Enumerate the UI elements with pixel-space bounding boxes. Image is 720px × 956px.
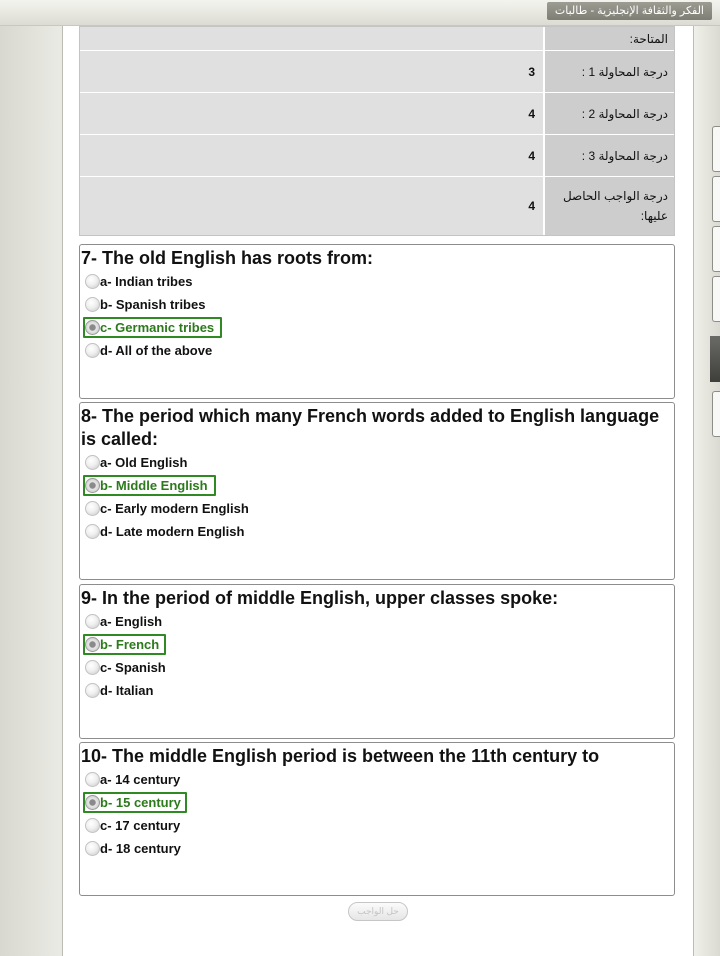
answer-option-correct[interactable]: b- Middle English xyxy=(80,474,674,497)
summary-label: درجة المحاولة 2 : xyxy=(545,93,674,134)
radio-button[interactable] xyxy=(85,660,100,675)
right-rail xyxy=(694,26,720,956)
answer-option[interactable]: d- 18 century xyxy=(80,837,674,860)
question-card xyxy=(79,584,675,739)
final-score: 4 xyxy=(528,199,535,213)
summary-label: درجة المحاولة 3 : xyxy=(545,135,674,176)
answer-option[interactable]: a- Old English xyxy=(80,451,674,474)
radio-button[interactable] xyxy=(85,772,100,787)
radio-button[interactable] xyxy=(85,501,100,516)
answer-option[interactable]: c- 17 century xyxy=(80,814,674,837)
question-text: 7- The old English has roots from: xyxy=(81,248,374,268)
radio-button[interactable] xyxy=(85,524,100,539)
side-tab[interactable] xyxy=(712,176,720,222)
answer-option[interactable]: b- Spanish tribes xyxy=(80,293,674,316)
answer-option[interactable]: d- Late modern English xyxy=(80,520,674,543)
answer-option[interactable]: a- Indian tribes xyxy=(80,270,674,293)
radio-button-selected[interactable] xyxy=(85,795,100,810)
side-tab[interactable] xyxy=(712,226,720,272)
question-text: 9- In the period of middle English, upper classes spoke: xyxy=(81,588,559,608)
radio-button[interactable] xyxy=(85,614,100,629)
radio-button-selected[interactable] xyxy=(85,637,100,652)
answer-option-correct[interactable]: c- Germanic tribes xyxy=(80,316,674,339)
radio-button[interactable] xyxy=(85,818,100,833)
radio-button[interactable] xyxy=(85,455,100,470)
side-tab[interactable] xyxy=(712,126,720,172)
radio-button-selected[interactable] xyxy=(85,320,100,335)
answer-option[interactable]: a- 14 century xyxy=(80,768,674,791)
summary-row xyxy=(80,177,674,235)
answer-option-correct[interactable]: b- 15 century xyxy=(80,791,674,814)
answer-option-correct[interactable]: b- French xyxy=(80,633,674,656)
radio-button[interactable] xyxy=(85,841,100,856)
question-card xyxy=(79,402,675,580)
answer-option[interactable]: a- English xyxy=(80,610,674,633)
radio-button-selected[interactable] xyxy=(85,478,100,493)
answer-option[interactable]: c- Spanish xyxy=(80,656,674,679)
answer-option[interactable]: c- Early modern English xyxy=(80,497,674,520)
left-rail xyxy=(0,26,60,956)
summary-row xyxy=(80,27,674,51)
attempt-score: 4 xyxy=(528,106,535,121)
answer-option[interactable]: d- Italian xyxy=(80,679,674,702)
side-handle[interactable] xyxy=(710,336,720,382)
summary-row xyxy=(80,135,674,177)
submit-homework-button[interactable]: حل الواجب xyxy=(348,902,408,921)
answer-option[interactable]: d- All of the above xyxy=(80,339,674,362)
summary-label: المتاحة: xyxy=(545,27,674,50)
question-text: 10- The middle English period is between the 11th century to xyxy=(81,746,600,766)
summary-label: درجة الواجب الحاصل عليها: xyxy=(545,177,674,235)
question-card xyxy=(79,742,675,896)
attempts-summary-table xyxy=(79,26,675,236)
summary-row xyxy=(80,51,674,93)
question-card xyxy=(79,244,675,399)
window-title: الفكر والثقافة الإنجليزية - طالبات xyxy=(547,2,712,20)
radio-button[interactable] xyxy=(85,343,100,358)
radio-button[interactable] xyxy=(85,683,100,698)
summary-row xyxy=(80,93,674,135)
question-text: 8- The period which many French words added to English language is called: xyxy=(81,406,660,449)
attempt-score: 4 xyxy=(528,148,535,163)
attempt-score: 3 xyxy=(528,64,535,79)
title-bar xyxy=(0,0,720,26)
side-tab[interactable] xyxy=(712,391,720,437)
quiz-page xyxy=(62,26,694,956)
radio-button[interactable] xyxy=(85,297,100,312)
summary-label: درجة المحاولة 1 : xyxy=(545,51,674,92)
radio-button[interactable] xyxy=(85,274,100,289)
side-tab[interactable] xyxy=(712,276,720,322)
